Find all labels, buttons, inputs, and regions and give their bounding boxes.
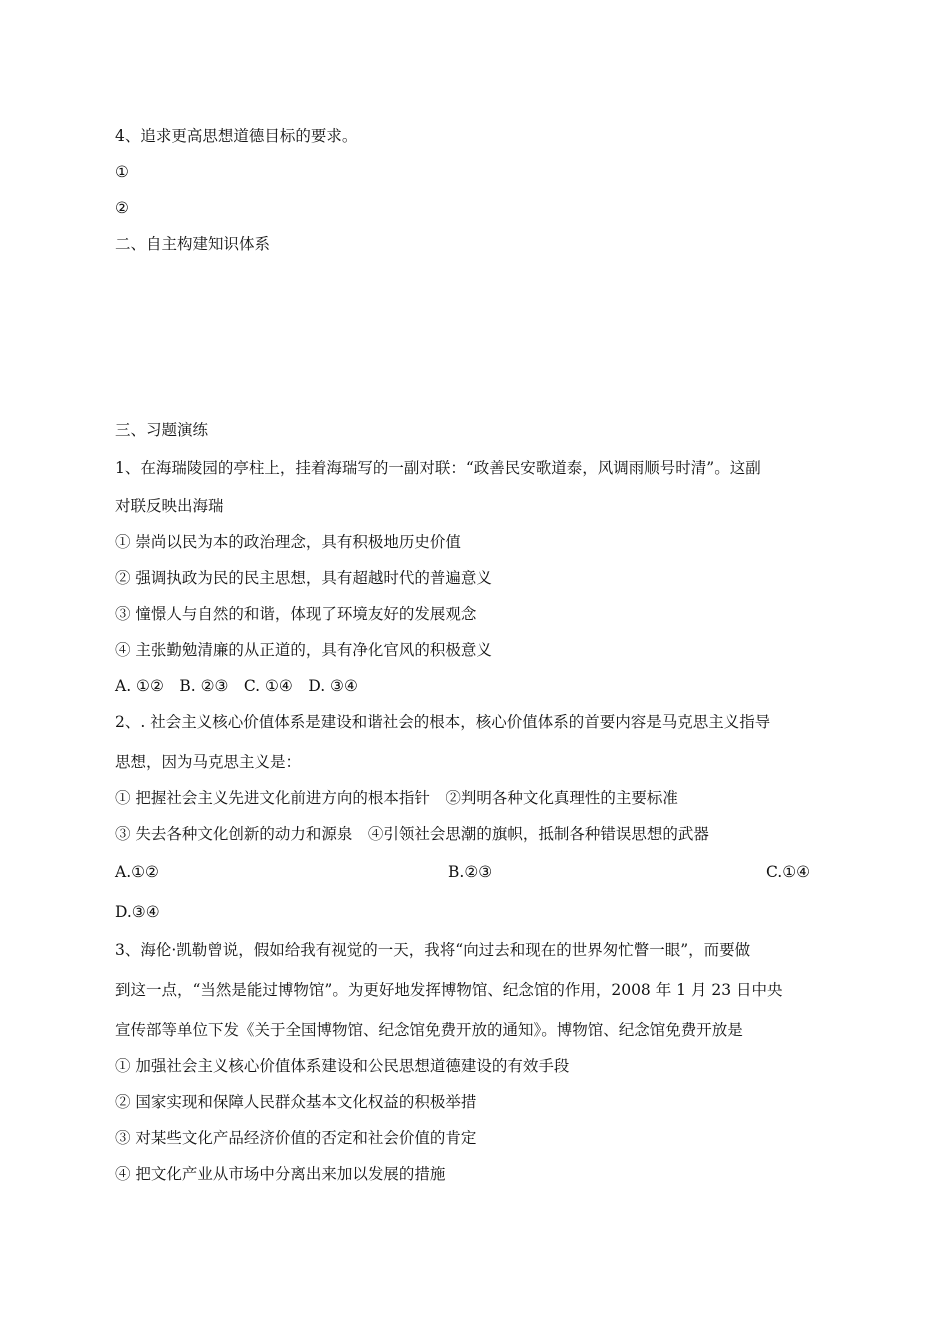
- q1-option-4: ④ 主张勤勉清廉的从正道的，具有净化官风的积极意义: [115, 641, 492, 659]
- q2-answer-a: A.①②: [115, 863, 159, 881]
- q3-stem-line3: 宣传部等单位下发《关于全国博物馆、纪念馆免费开放的通知》。博物馆、纪念馆免费开放是: [115, 1021, 743, 1039]
- q1-option-3: ③ 憧憬人与自然的和谐，体现了环境友好的发展观念: [115, 605, 477, 623]
- q2-stem-line1: 2、. 社会主义核心价值体系是建设和谐社会的根本，核心价值体系的首要内容是马克思主义指导: [115, 713, 771, 731]
- q1-answer-choices: A. ①② B. ②③ C. ①④ D. ③④: [115, 677, 358, 695]
- q2-answer-d: D.③④: [115, 903, 160, 921]
- q3-option-2: ② 国家实现和保障人民群众基本文化权益的积极举措: [115, 1093, 477, 1111]
- q3-stem-line2: 到这一点，“当然是能过博物馆”。为更好地发挥博物馆、纪念馆的作用，2008 年 1 月 23 日中央: [115, 981, 783, 999]
- q3-option-3: ③ 对某些文化产品经济价值的否定和社会价值的肯定: [115, 1129, 477, 1147]
- q3-stem-line1: 3、海伦·凯勒曾说，假如给我有视觉的一天，我将“向过去和现在的世界匆忙瞥一眼”，而要做: [115, 941, 751, 959]
- q2-stem-line2: 思想，因为马克思主义是：: [115, 753, 302, 771]
- q2-answer-c: C.①④: [766, 863, 811, 881]
- q3-option-4: ④ 把文化产业从市场中分离出来加以发展的措施: [115, 1165, 446, 1183]
- section4-item-1: ①: [115, 163, 129, 181]
- q3-option-1: ① 加强社会主义核心价值体系建设和公民思想道德建设的有效手段: [115, 1057, 570, 1075]
- q1-option-2: ② 强调执政为民的民主思想，具有超越时代的普遍意义: [115, 569, 492, 587]
- section3-heading: 三、习题演练: [115, 421, 209, 439]
- q2-options-1-2: ① 把握社会主义先进文化前进方向的根本指针 ②判明各种文化真理性的主要标准: [115, 789, 678, 807]
- q1-stem-line2: 对联反映出海瑞: [115, 497, 224, 515]
- q2-answer-b: B.②③: [448, 863, 493, 881]
- section2-heading: 二、自主构建知识体系: [115, 235, 271, 253]
- q1-stem-line1: 1、在海瑞陵园的亭柱上，挂着海瑞写的一副对联：“政善民安歌道泰，风调雨顺号时清”。这副: [115, 459, 761, 477]
- q1-option-1: ① 崇尚以民为本的政治理念，具有积极地历史价值: [115, 533, 461, 551]
- section4-heading: 4、追求更高思想道德目标的要求。: [115, 127, 358, 145]
- q2-options-3-4: ③ 失去各种文化创新的动力和源泉 ④引领社会思潮的旗帜，抵制各种错误思想的武器: [115, 825, 709, 843]
- section4-item-2: ②: [115, 199, 129, 217]
